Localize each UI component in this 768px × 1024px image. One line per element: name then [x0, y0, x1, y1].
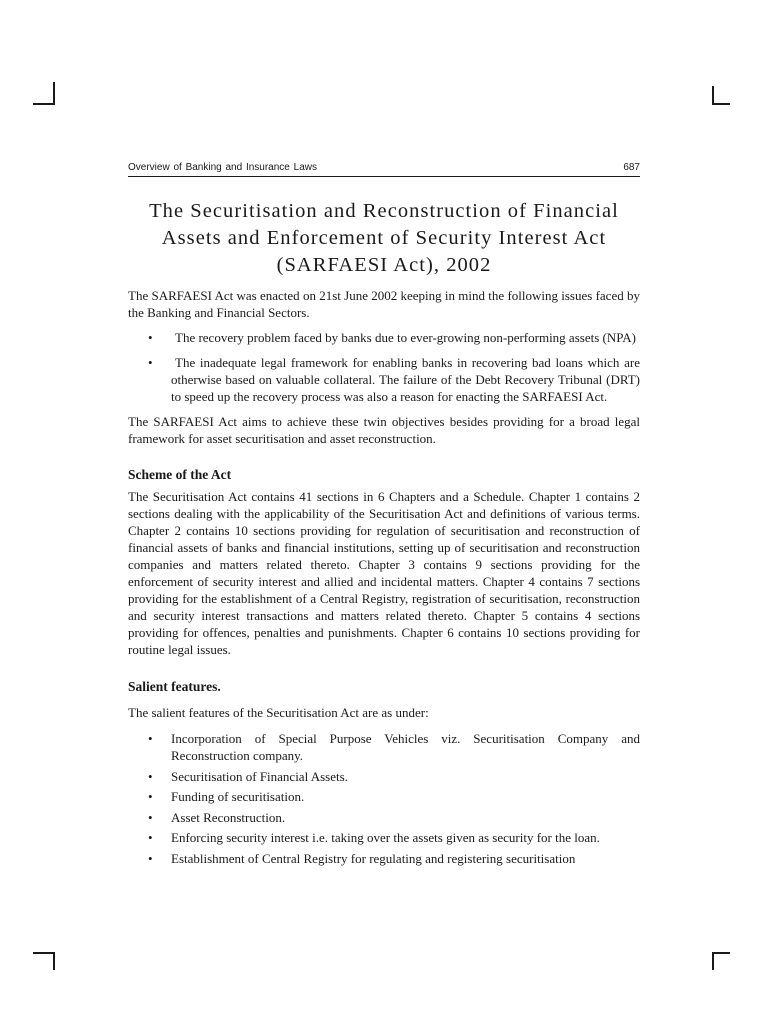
list-item-text: Funding of securitisation.	[171, 789, 305, 804]
bullet-icon: •	[148, 850, 153, 866]
list-item-text: Enforcing security interest i.e. taking over the assets given as security for the loan.	[171, 830, 600, 845]
list-item	[128, 329, 640, 346]
features-list	[128, 730, 640, 867]
crop-mark-top-right-v	[712, 86, 714, 104]
list-item-text: The recovery problem faced by banks due to ever-growing non-performing assets (NPA)	[175, 330, 636, 345]
bullet-icon: •	[148, 768, 153, 784]
crop-mark-bottom-right-v	[712, 952, 714, 970]
section-heading-features: Salient features.	[128, 679, 221, 694]
list-item	[128, 809, 640, 826]
intro-paragraph: The SARFAESI Act was enacted on 21st June 2002 keeping in mind the following issues faced by the Banking and Financial Sectors.	[128, 288, 640, 320]
list-item-text: Establishment of Central Registry for regulating and registering securitisation	[171, 850, 576, 866]
bullet-icon: •	[148, 809, 153, 825]
running-title: Overview of Banking and Insurance Laws	[128, 162, 317, 173]
list-item	[128, 850, 640, 867]
document-page	[128, 162, 640, 870]
objectives-paragraph: The SARFAESI Act aims to achieve these twin objectives besides providing for a broad legal framework for asset securitisation and asset reconstruction.	[128, 414, 640, 446]
crop-mark-bottom-right-h	[712, 952, 730, 954]
section-heading-scheme: Scheme of the Act	[128, 467, 232, 482]
list-item	[128, 788, 640, 805]
issues-list	[128, 329, 640, 405]
crop-mark-bottom-left-h	[33, 952, 55, 954]
list-item-text: Asset Reconstruction.	[171, 809, 286, 825]
bullet-icon: •	[148, 789, 153, 804]
bullet-icon: •	[148, 830, 153, 845]
crop-mark-top-left-h	[33, 103, 55, 105]
crop-mark-top-left-v	[53, 82, 55, 104]
bullet-icon: •	[148, 355, 153, 370]
list-item	[128, 354, 640, 405]
crop-mark-bottom-left-v	[53, 952, 55, 970]
running-header	[128, 162, 640, 177]
features-intro: The salient features of the Securitisation Act are as under:	[128, 705, 429, 720]
list-item-text: Incorporation of Special Purpose Vehicles viz. Securitisation Company and Reconstruction company.	[171, 731, 640, 763]
crop-mark-top-right-h	[712, 103, 730, 105]
page-number: 687	[623, 162, 640, 173]
list-item-text: The inadequate legal framework for enabling banks in recovering bad loans which are otherwise based on valuable collateral. The failure of the Debt Recovery Tribunal (DRT) to speed up the recovery process was also a reason for enacting the SARFAESI Act.	[171, 355, 640, 404]
list-item	[128, 730, 640, 764]
bullet-icon: •	[148, 731, 153, 746]
list-item	[128, 768, 640, 785]
bullet-icon: •	[148, 330, 153, 345]
list-item	[128, 829, 640, 846]
page-title: The Securitisation and Reconstruction of Financial Assets and Enforcement of Security Interest Act (SARFAESI Act), 2002	[149, 200, 619, 276]
scheme-paragraph: The Securitisation Act contains 41 sections in 6 Chapters and a Schedule. Chapter 1 contains 2 sections dealing with the applicability of the Securitisation Act and definitions of various terms. Chapter 2 contains 10 sections providing for regulation of securitisation and reconstruction of financial assets of banks and financial institutions, setting up of securitisation and reconstruction companies and matters related thereto. Chapter 3 contains 9 sections providing for the enforcement of security interest and allied and incidental matters. Chapter 4 contains 7 sections providing for the establishment of a Central Registry, registration of securitisation, reconstruction and security interest transactions and matters related thereto. Chapter 5 contains 4 sections providing for offences, penalties and punishments. Chapter 6 contains 10 sections providing for routine legal issues.	[128, 489, 640, 657]
list-item-text: Securitisation of Financial Assets.	[171, 768, 348, 784]
